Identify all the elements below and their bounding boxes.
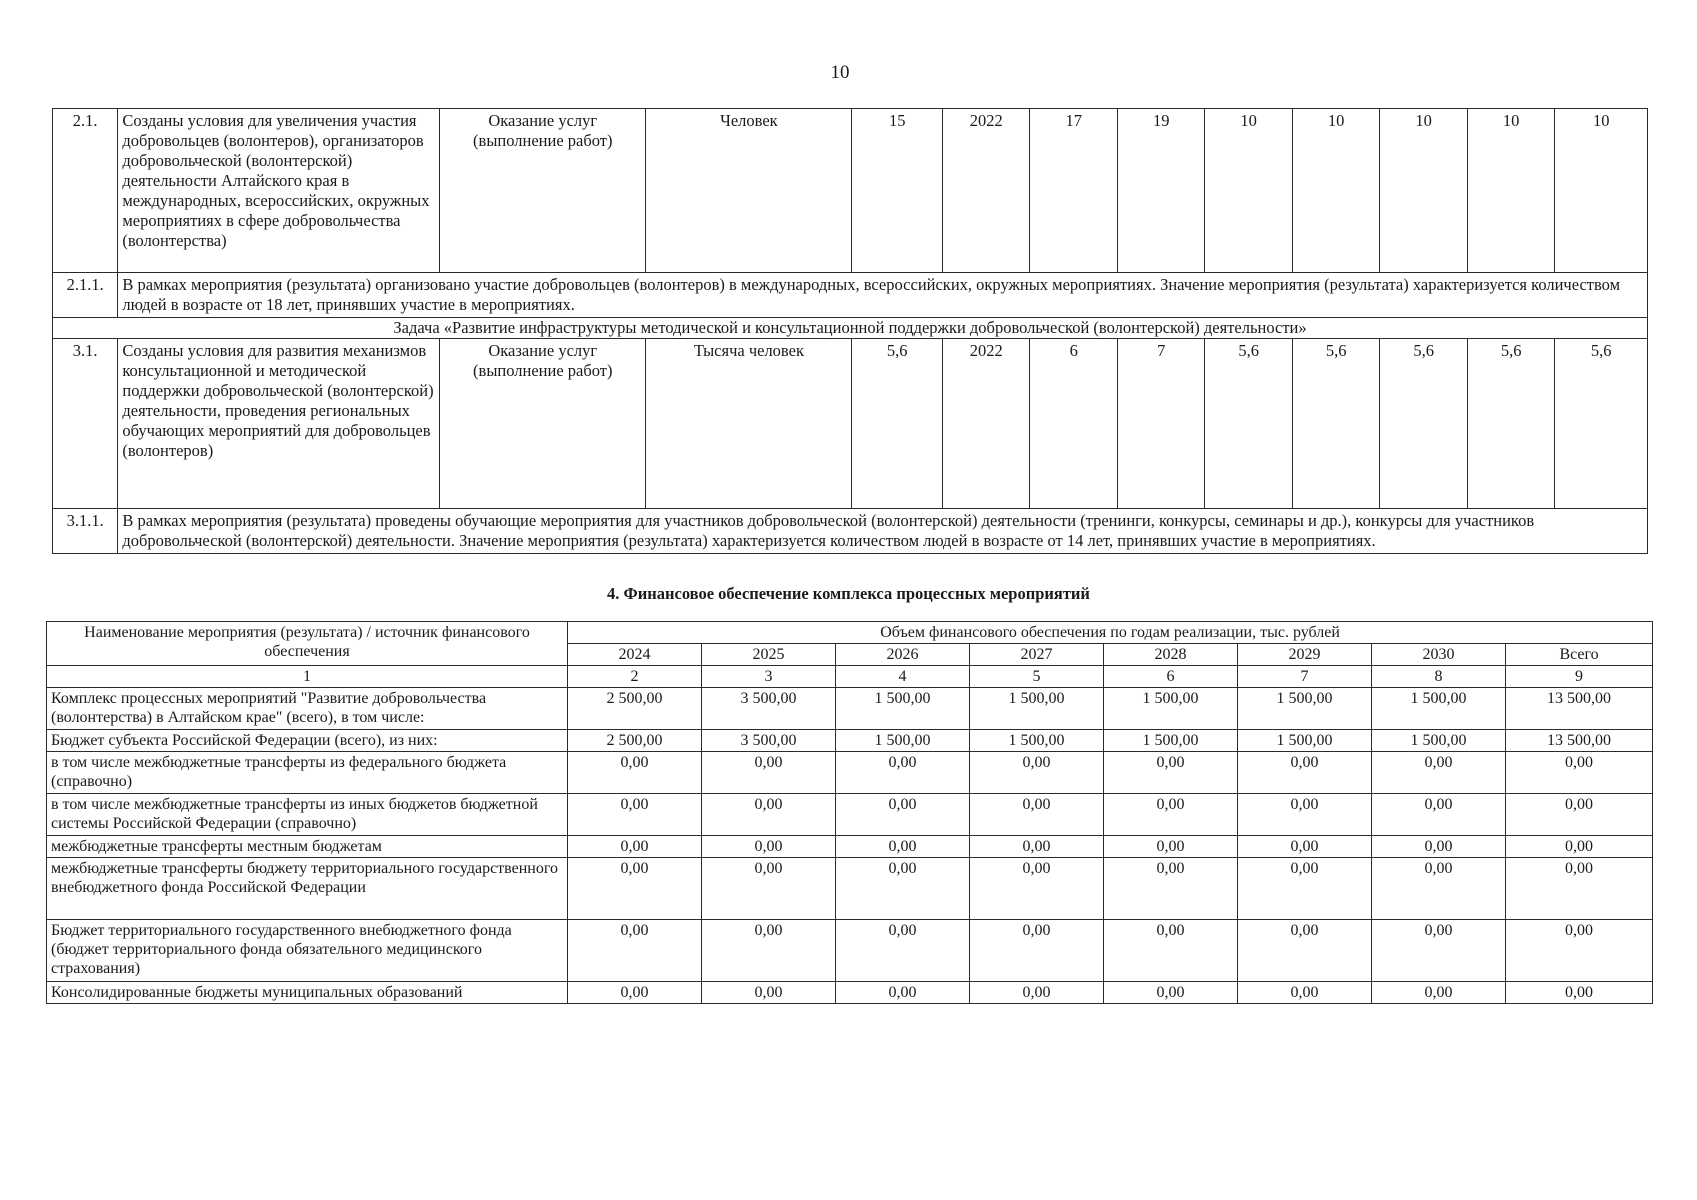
amount-cell: 3 500,00 (702, 730, 836, 752)
column-number: 8 (1372, 666, 1506, 688)
funding-source-name: в том числе межбюджетные трансферты из федерального бюджета (справочно) (47, 752, 568, 794)
column-number-row (47, 666, 1653, 688)
page-number: 10 (830, 62, 850, 83)
column-number: 2 (568, 666, 702, 688)
total-cell: 0,00 (1506, 752, 1653, 794)
table-row (53, 509, 1648, 554)
amount-cell: 0,00 (1238, 858, 1372, 920)
year-value: 7 (1117, 339, 1204, 509)
amount-cell: 0,00 (970, 836, 1104, 858)
funding-source-name: Бюджет субъекта Российской Федерации (всего), из них: (47, 730, 568, 752)
column-number: 3 (702, 666, 836, 688)
sub-row-number: 3.1.1. (53, 509, 118, 554)
amount-cell: 0,00 (702, 836, 836, 858)
amount-cell: 0,00 (702, 752, 836, 794)
unit-of-measure: Человек (646, 109, 852, 273)
total-cell: 13 500,00 (1506, 730, 1653, 752)
amount-cell: 0,00 (1372, 836, 1506, 858)
row-number: 3.1. (53, 339, 118, 509)
amount-cell: 0,00 (836, 858, 970, 920)
year-value: 5,6 (1467, 339, 1554, 509)
table-row (47, 920, 1653, 982)
year-header: 2026 (836, 644, 970, 666)
amount-cell: 0,00 (702, 920, 836, 982)
finance-table (46, 621, 1653, 1004)
table-row (53, 273, 1648, 318)
amount-cell: 1 500,00 (1104, 688, 1238, 730)
funding-source-name: Консолидированные бюджеты муниципальных образований (47, 982, 568, 1004)
result-type: Оказание услуг (выполнение работ) (440, 339, 646, 509)
funding-source-name: Бюджет территориального государственного внебюджетного фонда (бюджет территориального фонда обязательного медицинского страхования) (47, 920, 568, 982)
amount-cell: 2 500,00 (568, 730, 702, 752)
funding-source-name: в том числе межбюджетные трансферты из иных бюджетов бюджетной системы Российской Федерации (справочно) (47, 794, 568, 836)
amount-cell: 0,00 (702, 794, 836, 836)
amount-cell: 0,00 (1372, 920, 1506, 982)
table-row (47, 982, 1653, 1004)
amount-cell: 1 500,00 (836, 688, 970, 730)
column-number: 5 (970, 666, 1104, 688)
base-year: 2022 (942, 109, 1029, 273)
amount-cell: 0,00 (970, 920, 1104, 982)
amount-cell: 0,00 (1238, 836, 1372, 858)
year-value: 6 (1030, 339, 1117, 509)
amount-cell: 1 500,00 (1372, 730, 1506, 752)
amount-cell: 0,00 (970, 752, 1104, 794)
task-row (53, 318, 1648, 339)
header-row (47, 622, 1653, 644)
amount-cell: 0,00 (836, 982, 970, 1004)
total-cell: 0,00 (1506, 836, 1653, 858)
base-year: 2022 (942, 339, 1029, 509)
amount-cell: 0,00 (1372, 752, 1506, 794)
sub-row-number: 2.1.1. (53, 273, 118, 318)
total-cell: 13 500,00 (1506, 688, 1653, 730)
funding-source-name: межбюджетные трансферты местным бюджетам (47, 836, 568, 858)
amount-cell: 0,00 (568, 982, 702, 1004)
row-number: 2.1. (53, 109, 118, 273)
year-value: 10 (1205, 109, 1292, 273)
amount-cell: 0,00 (1104, 920, 1238, 982)
column-number: 4 (836, 666, 970, 688)
total-cell: 0,00 (1506, 920, 1653, 982)
table-row (53, 109, 1648, 273)
amount-cell: 1 500,00 (970, 730, 1104, 752)
amount-cell: 0,00 (970, 794, 1104, 836)
task-heading: Задача «Развитие инфраструктуры методической и консультационной поддержки добровольческой (волонтерской) деятельности» (53, 318, 1648, 339)
amount-cell: 0,00 (1104, 836, 1238, 858)
year-value: 5,6 (1292, 339, 1379, 509)
total-cell: 0,00 (1506, 794, 1653, 836)
unit-of-measure: Тысяча человек (646, 339, 852, 509)
volume-column-header: Объем финансового обеспечения по годам реализации, тыс. рублей (568, 622, 1653, 644)
amount-cell: 0,00 (1238, 982, 1372, 1004)
amount-cell: 3 500,00 (702, 688, 836, 730)
amount-cell: 0,00 (1372, 858, 1506, 920)
amount-cell: 0,00 (836, 752, 970, 794)
year-value: 5,6 (1205, 339, 1292, 509)
amount-cell: 1 500,00 (1238, 730, 1372, 752)
year-header: 2028 (1104, 644, 1238, 666)
year-value: 17 (1030, 109, 1117, 273)
amount-cell: 0,00 (1238, 920, 1372, 982)
table-row (47, 858, 1653, 920)
amount-cell: 0,00 (970, 982, 1104, 1004)
amount-cell: 0,00 (1104, 982, 1238, 1004)
amount-cell: 0,00 (1238, 752, 1372, 794)
year-header: 2024 (568, 644, 702, 666)
year-value: 10 (1292, 109, 1379, 273)
name-column-header: Наименование мероприятия (результата) / источник финансового обеспечения (47, 622, 568, 666)
result-type: Оказание услуг (выполнение работ) (440, 109, 646, 273)
year-value: 5,6 (1380, 339, 1467, 509)
amount-cell: 0,00 (568, 752, 702, 794)
year-value: 19 (1117, 109, 1204, 273)
amount-cell: 0,00 (836, 920, 970, 982)
amount-cell: 0,00 (1372, 794, 1506, 836)
amount-cell: 1 500,00 (1238, 688, 1372, 730)
column-number: 1 (47, 666, 568, 688)
amount-cell: 0,00 (568, 794, 702, 836)
year-header: 2029 (1238, 644, 1372, 666)
total-cell: 0,00 (1506, 858, 1653, 920)
table-row (47, 730, 1653, 752)
year-value: 10 (1467, 109, 1554, 273)
section-title: 4. Финансовое обеспечение комплекса процессных мероприятий (607, 584, 1090, 603)
table-row (47, 836, 1653, 858)
amount-cell: 0,00 (702, 858, 836, 920)
sub-row-description: В рамках мероприятия (результата) организовано участие добровольцев (волонтеров) в международных, всероссийских, окружных мероприятиях. Значение мероприятия (результата) характеризуется количеством людей в возрасте от 18 лет, принявших участие в мероприятиях. (118, 273, 1648, 318)
amount-cell: 1 500,00 (1104, 730, 1238, 752)
amount-cell: 0,00 (836, 836, 970, 858)
amount-cell: 0,00 (970, 858, 1104, 920)
result-name: Созданы условия для развития механизмов консультационной и методической поддержки добровольческой (волонтерской) деятельности, проведения региональных обучающих мероприятий для добровольцев (волонтеров) (118, 339, 440, 509)
column-number: 6 (1104, 666, 1238, 688)
column-number: 9 (1506, 666, 1653, 688)
amount-cell: 0,00 (568, 920, 702, 982)
year-header: 2030 (1372, 644, 1506, 666)
table-row (47, 794, 1653, 836)
year-header: 2027 (970, 644, 1104, 666)
table-row (47, 688, 1653, 730)
amount-cell: 0,00 (836, 794, 970, 836)
funding-source-name: межбюджетные трансферты бюджету территориального государственного внебюджетного фонда Российской Федерации (47, 858, 568, 920)
table-row (53, 339, 1648, 509)
amount-cell: 0,00 (702, 982, 836, 1004)
table-row (47, 752, 1653, 794)
base-value: 15 (852, 109, 943, 273)
funding-source-name: Комплекс процессных мероприятий "Развитие добровольчества (волонтерства) в Алтайском крае" (всего), в том числе: (47, 688, 568, 730)
amount-cell: 0,00 (1104, 858, 1238, 920)
year-value: 10 (1380, 109, 1467, 273)
amount-cell: 0,00 (568, 858, 702, 920)
amount-cell: 1 500,00 (836, 730, 970, 752)
column-number: 7 (1238, 666, 1372, 688)
year-header: 2025 (702, 644, 836, 666)
total-header: Всего (1506, 644, 1653, 666)
amount-cell: 0,00 (568, 836, 702, 858)
amount-cell: 1 500,00 (970, 688, 1104, 730)
amount-cell: 0,00 (1104, 794, 1238, 836)
sub-row-description: В рамках мероприятия (результата) проведены обучающие мероприятия для участников добровольческой (волонтерской) деятельности (тренинги, конкурсы, семинары и др.), конкурсы для участников добровольческой (волонтерской) деятельности. Значение мероприятия (результата) характеризуется количеством людей в возрасте от 14 лет, принявших участие в мероприятиях. (118, 509, 1648, 554)
amount-cell: 0,00 (1372, 982, 1506, 1004)
year-value: 5,6 (1555, 339, 1648, 509)
amount-cell: 2 500,00 (568, 688, 702, 730)
amount-cell: 0,00 (1238, 794, 1372, 836)
base-value: 5,6 (852, 339, 943, 509)
amount-cell: 1 500,00 (1372, 688, 1506, 730)
year-value: 10 (1555, 109, 1648, 273)
total-cell: 0,00 (1506, 982, 1653, 1004)
results-table (52, 108, 1648, 554)
result-name: Созданы условия для увеличения участия добровольцев (волонтеров), организаторов добровольческой (волонтерской) деятельности Алтайского края в международных, всероссийских, окружных мероприятиях в сфере добровольчества (волонтерства) (118, 109, 440, 273)
amount-cell: 0,00 (1104, 752, 1238, 794)
